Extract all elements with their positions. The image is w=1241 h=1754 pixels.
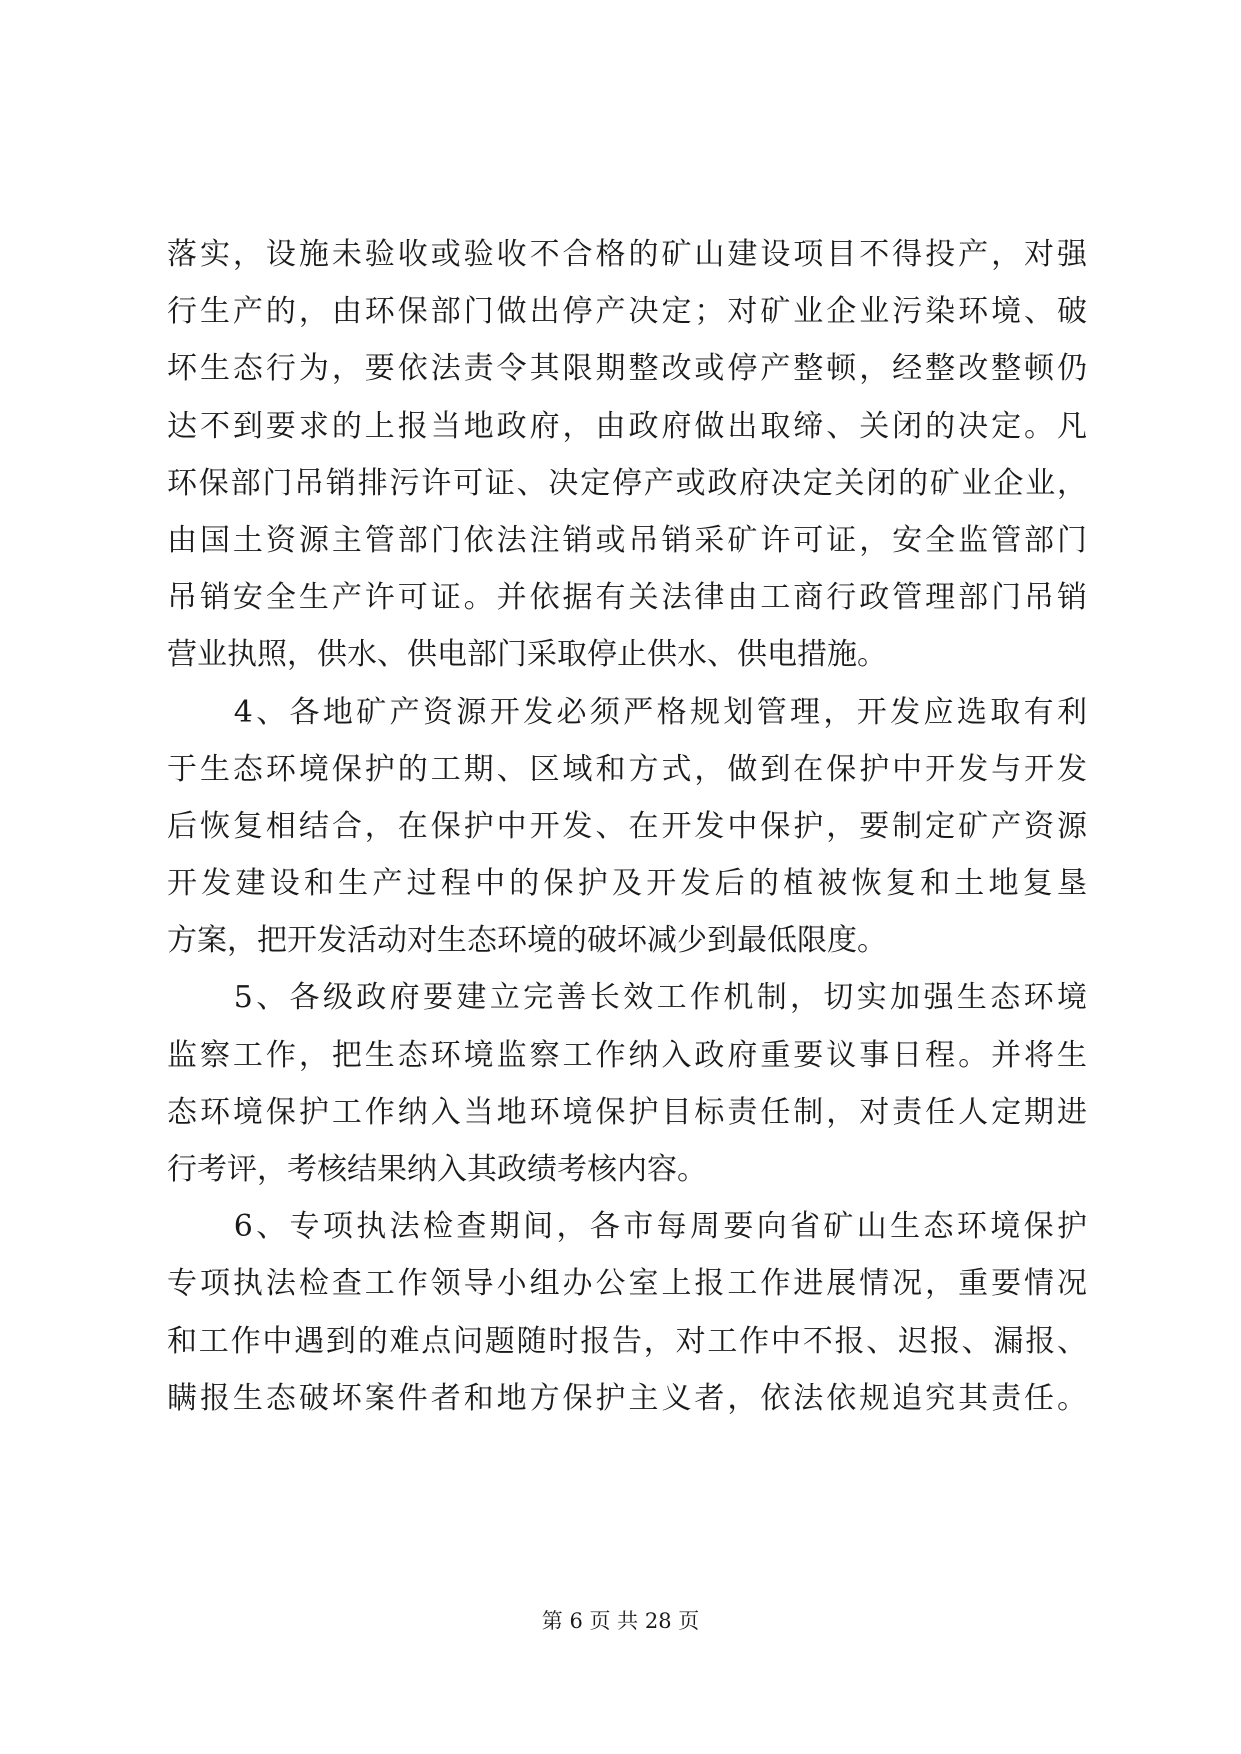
text-line: 达不到要求的上报当地政府，由政府做出取缔、关闭的决定。凡: [167, 408, 1087, 444]
text-line: 行考评，考核结果纳入其政绩考核内容。: [167, 1152, 707, 1187]
text-line: 后恢复相结合，在保护中开发、在开发中保护，要制定矿产资源: [167, 808, 1087, 844]
text-line: 方案，把开发活动对生态环境的破坏减少到最低限度。: [167, 923, 887, 959]
text-line: 4、各地矿产资源开发必须严格规划管理，开发应选取有利: [167, 694, 1087, 730]
text-line: 和工作中遇到的难点问题随时报告，对工作中不报、迟报、漏报、: [167, 1323, 1087, 1359]
document-body: [167, 226, 1087, 1427]
text-line: 监察工作，把生态环境监察工作纳入政府重要议事日程。并将生: [167, 1037, 1087, 1073]
text-line: 行生产的，由环保部门做出停产决定；对矿业企业污染环境、破: [167, 294, 1087, 330]
text-line: 态环境保护工作纳入当地环境保护目标责任制，对责任人定期进: [167, 1094, 1087, 1130]
text-line: 瞒报生态破坏案件者和地方保护主义者，依法依规追究其责任。: [167, 1380, 1087, 1416]
text-line: 坏生态行为，要依法责令其限期整改或停产整顿，经整改整顿仍: [167, 351, 1087, 387]
text-line: 6、专项执法检查期间，各市每周要向省矿山生态环境保护: [167, 1209, 1087, 1245]
text-line: 开发建设和生产过程中的保护及开发后的植被恢复和土地复垦: [167, 866, 1087, 902]
text-line: 落实，设施未验收或验收不合格的矿山建设项目不得投产，对强: [167, 237, 1087, 272]
text-line: 营业执照，供水、供电部门采取停止供水、供电措施。: [167, 637, 887, 673]
text-line: 由国土资源主管部门依法注销或吊销采矿许可证，安全监管部门: [167, 522, 1087, 558]
text-line: 吊销安全生产许可证。并依据有关法律由工商行政管理部门吊销: [167, 580, 1087, 616]
text-line: 专项执法检查工作领导小组办公室上报工作进展情况，重要情况: [167, 1266, 1087, 1302]
text-line: 于生态环境保护的工期、区域和方式，做到在保护中开发与开发: [167, 751, 1087, 787]
text-line: 环保部门吊销排污许可证、决定停产或政府决定关闭的矿业企业，: [167, 465, 1087, 501]
text-line: 5、各级政府要建立完善长效工作机制，切实加强生态环境: [167, 980, 1087, 1016]
page-footer: 第 6 页 共 28 页: [541, 1609, 700, 1633]
